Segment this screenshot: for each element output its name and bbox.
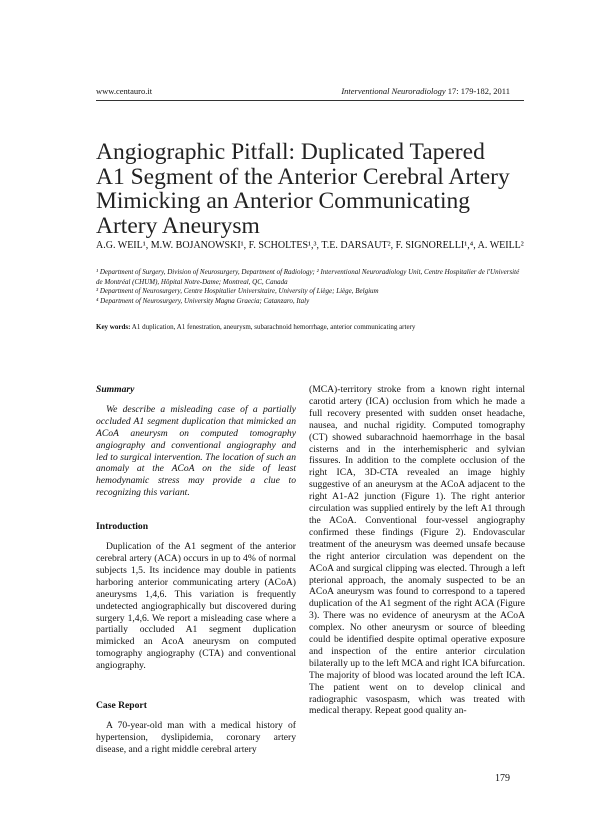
keywords-line [96, 323, 524, 331]
left-column [96, 384, 296, 756]
page-number: 179 [495, 773, 510, 784]
case-report-text-right: (MCA)-territory stroke from a known right internal carotid artery (ICA) occlusion from which he made a full recovery presented with sudden onset headache, nausea, and nuchal rigidity. Computed tomography (CT) showed subarachnoid haemorrhage in the basal cisterns and in the interhemispheric and sylvian fissures. In addition to the complete occlusion of the right ICA, 3D-CTA revealed an image highly suggestive of an aneurysm at the ACoA adjacent to the right A1-A2 junction (Figure 1). The right anterior circulation was supplied entirely by the left A1 through the ACoA. Conventional four-vessel angiography confirmed these findings (Figure 2). Endovascular treatment of the aneurysm was deemed unsafe because the right anterior circulation was dependent on the ACoA and surgical clipping was elected. Through a left pterional approach, the anomaly suspected to be an ACoA aneurysm was found to correspond to a tapered duplication of the A1 segment of the right ACA (Figure 3). There was no evidence of aneurysm at the ACoA complex. No other aneurysm or source of bleeding could be identified despite optimal operative exposure and inspection of the entire anterior circulation bilaterally up to the left MCA and right ICA bifurcation. The majority of blood was located around the left ICA. The patient went on to develop clinical and radiographic vasospasm, which was treated with medical therapy. Repeat good quality an- [309, 384, 525, 717]
article-title: Angiographic Pitfall: Duplicated Tapered A1 Segment of the Anterior Cerebral Artery Mimicking an Anterior Communicating Artery Aneurysm [96, 139, 510, 239]
affiliations [96, 268, 524, 306]
keywords-label: Key words: [96, 323, 131, 331]
journal-name: Interventional Neuroradiology [341, 86, 446, 96]
summary-text: We describe a misleading case of a partially occluded A1 segment duplication that mimicked an ACoA aneurysm on computed tomography angiography and conventional angiography and led to surgical intervention. The location of such an anomaly at the ACoA on the side of least hemodynamic stress may provide a clue to recognizing this variant. [96, 403, 296, 499]
summary-heading: Summary [96, 384, 135, 395]
case-report-text-left: A 70-year-old man with a medical history of hypertension, dyslipidemia, coronary artery disease, and a right middle cerebral artery [96, 719, 296, 755]
affiliation-1: ¹ Department of Surgery, Division of Neurosurgery, Department of Radiology; ² Interventional Neuroradiology Unit, Centre Hospitalier de l'Université de Montréal (CHUM), Hôpital Notre-Dame; Montreal, QC, Canada [96, 268, 520, 286]
volume-pages-year: 17: 179-182, 2011 [447, 86, 510, 96]
keywords-text: A1 duplication, A1 fenestration, aneurysm, subarachnoid hemorrhage, anterior communicating artery [131, 323, 416, 331]
header-rule [96, 100, 524, 101]
journal-citation [341, 86, 510, 96]
affiliation-2: ³ Department of Neurosurgery, Centre Hospitalier Universitaire, University of Liège; Liège, Belgium [96, 287, 379, 296]
right-column [309, 384, 525, 717]
author-list: A.G. WEIL¹, M.W. BOJANOWSKI¹, F. SCHOLTES¹,³, T.E. DARSAUT², F. SIGNORELLI¹,⁴, A. WEILL² [96, 240, 524, 251]
affiliation-3: ⁴ Department of Neurosurgery, University Magna Graecia; Catanzaro, Italy [96, 296, 310, 305]
case-report-heading: Case Report [96, 700, 147, 712]
introduction-text: Duplication of the A1 segment of the anterior cerebral artery (ACA) occurs in up to 4% of normal subjects 1,5. Its incidence may double in patients harboring anterior communicating artery (ACoA) aneurysms 1,4,6. This variation is frequently undetected angiographically but discovered during surgery 1,4,6. We report a misleading case where a partially occluded A1 segment duplication mimicked an AcoA aneurysm on computed tomography angiography (CTA) and conventional angiography. [96, 541, 296, 672]
introduction-heading: Introduction [96, 521, 149, 533]
journal-website: www.centauro.it [96, 86, 153, 96]
